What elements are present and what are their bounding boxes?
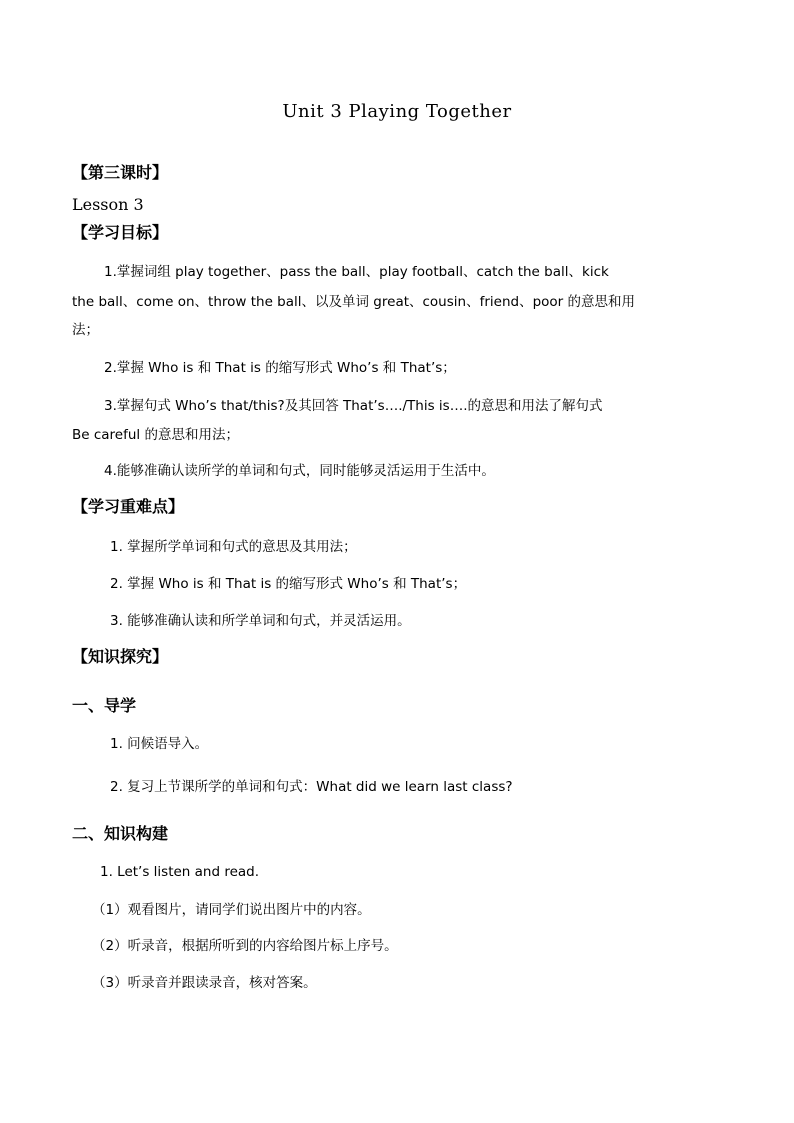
section2-item: （1）观看图片，请同学们说出图片中的内容。 [92, 902, 371, 918]
objective-line: 法； [72, 322, 99, 338]
document-title: Unit 3 Playing Together [282, 101, 512, 122]
objective-line: 3.掌握句式 Who’s that/this?及其回答 That’s…./This is….的意思和用法了解句式 [104, 398, 603, 414]
keypoint-line: 1. 掌握所学单词和句式的意思及其用法； [110, 539, 357, 555]
section2-item: 1. Let’s listen and read. [100, 864, 260, 880]
keypoints-heading: 【学习重难点】 [72, 497, 185, 516]
section2-item: （3）听录音并跟读录音，核对答案。 [92, 975, 317, 991]
explore-heading: 【知识探究】 [72, 647, 169, 666]
objective-line: 2.掌握 Who is 和 That is 的缩写形式 Who’s 和 That’s； [104, 360, 456, 376]
section1-item: 1. 问候语导入。 [110, 736, 209, 752]
objective-line: 1.掌握词组 play together、pass the ball、play football、catch the ball、kick [104, 264, 609, 280]
objective-line: 4.能够准确认读所学的单词和句式，同时能够灵活运用于生活中。 [104, 463, 495, 479]
lesson-label: Lesson 3 [72, 195, 144, 214]
keypoint-line: 2. 掌握 Who is 和 That is 的缩写形式 Who’s 和 That’s； [110, 576, 467, 592]
period-heading: 【第三课时】 [72, 163, 169, 182]
keypoint-line: 3. 能够准确认读和所学单词和句式，并灵活运用。 [110, 613, 411, 629]
section1-item: 2. 复习上节课所学的单词和句式：What did we learn last class? [110, 779, 513, 795]
objective-line: Be careful 的意思和用法； [72, 427, 239, 443]
objectives-heading: 【学习目标】 [72, 223, 169, 242]
section2-heading: 二、知识构建 [72, 824, 169, 843]
section1-heading: 一、导学 [72, 696, 137, 715]
section2-item: （2）听录音，根据所听到的内容给图片标上序号。 [92, 938, 398, 954]
objective-line: the ball、come on、throw the ball、以及单词 great、cousin、friend、poor 的意思和用 [72, 294, 635, 310]
